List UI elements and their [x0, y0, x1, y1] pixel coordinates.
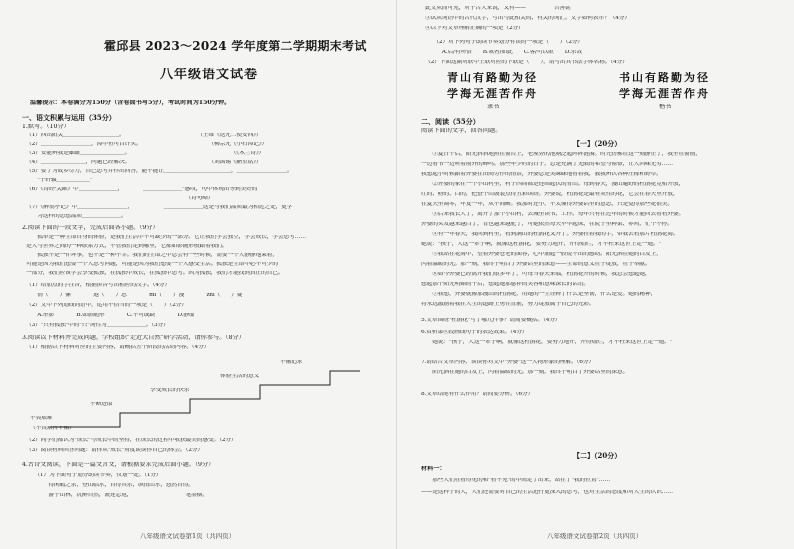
stair-label: 体验生活的意义: [220, 374, 260, 379]
q2-title: 2.阅读下面的一段文字，完成后面各小题。（9分）: [22, 225, 159, 231]
top-line: ③试从词语中的古代汉字，写出与此相关的、有关的词汇。文字如何表示？（4分）: [425, 16, 630, 21]
calligraphy-label: 隶书: [487, 104, 500, 110]
reading-line: ③后来我长大了，离开了那个小山村，去城里读书、工作。每年只有在过年的时候才能回去看看外婆。: [421, 212, 685, 217]
reading-line: ④有一年春天，我回到村里，看到满山的杜鹃花又开了。外婆拉着我的手，带我去看那片杜鹃花海。: [421, 232, 679, 237]
q3-title: 3.阅读以下材料并完成问题，学校组织"走近大自然"研学活动，请你参与。（8分）: [22, 335, 245, 341]
q1-line: 习这样的思想品质＿＿＿＿＿＿＿。: [26, 214, 127, 219]
q3-more: （2）同学们都认为"成长"与成长中的坚持，在成长的过程中收获最美的感受。（2分）: [26, 438, 237, 443]
q2-sub: （2）文中下列划线词语中，运用不恰当的一项是（ ）（2分）: [26, 303, 187, 308]
reading-line: ⑤我站在花海中，望着外婆苍老的面容，心中涌起一股说不出的感动。阳光洒在她的白发上，: [421, 252, 662, 257]
reading-question: 5.文章围绕"杜鹃花"写了哪几件事？请简要概括。（4分）: [421, 318, 561, 323]
q1-title: 1.默写。（10分）: [22, 124, 70, 130]
q1-line: "于轩辕＿＿＿＿＿＿": [26, 178, 93, 183]
q4-line: 游于山林，沉醉自然，流连忘返， 笔墨横。: [26, 493, 208, 498]
q2-sub: （1）给加点的字注音，根据拼音写出相应的汉字。（4分）: [26, 283, 170, 288]
calligraphy-sample: 书山有路勤为径: [619, 72, 710, 83]
right-page: [397, 0, 794, 549]
q1-line: （诗句略）: [26, 196, 214, 201]
q1-line: （1）西出阳关＿＿＿＿＿＿＿＿＿＿。 （王维《送元二使安西》）: [26, 133, 262, 138]
reading2-title: 【二】（20分）: [573, 452, 622, 459]
passage-line: 是人与世界之间的一种联系方式，不管我们走到哪里，它都如影随形般跟着我们。: [26, 244, 228, 249]
reading-line: 外婆的头发越来越白了，背也越来越驼了，可她依然每天早早起床，在院子里种菜、养鸡，忙个不停。: [421, 222, 673, 227]
stair-label: 不畏艰难: [30, 416, 53, 421]
q4-line: 得闲暇之余，登山临水，自得其乐，纵情山水，悠然自得。: [26, 483, 194, 488]
section2-subtitle: 阅读下面的文字，回答问题。: [421, 128, 502, 134]
calligraphy-sample: 学海无涯苦作舟: [619, 88, 710, 99]
q4-title: 4.古诗文阅读，下面是一篇文言文，请根据要求完成后面小题。（9分）: [22, 462, 215, 468]
page-footer: 八年级语文试卷第2页（共四页）: [547, 533, 643, 540]
page-footer: 八年级语文试卷第1页（共四页）: [140, 533, 236, 540]
passage-line: 一部分，我们应该学会享受孤独，在孤独中成长，在孤独中思考。因为孤独，我们才能找到真正的自己。: [26, 271, 284, 276]
exam-title: 霍邱县 2023～2024 学年度第二学期期末考试: [104, 40, 367, 52]
reading-line: 闪着温暖的光。那一刻，我终于明白了外婆话里的深意——生命的意义在于绽放，在于奉献。: [421, 262, 651, 267]
exam-notice: 温馨提示：本卷满分为150分（含卷面书写5分），考试时间为150分钟。: [30, 100, 231, 106]
reading-question: 8.文章结尾有什么作用？请简要分析。（6分）: [421, 392, 534, 397]
q3-more: （3）阅读材料回答问题：请你从"成长"角度谈谈你自己的体会。（2分）: [26, 448, 203, 453]
passage-line: 孤独不是一件坏事，也不是一种不幸。我们的生命之中总会有一些时候，需要一个人静静地呆着，: [26, 253, 278, 258]
calligraphy-sample: 青山有路勤为径: [447, 72, 538, 83]
question-line: A.后/有所悟 B.歌者/如此 C.客/可以歌 D.乐哉: [425, 50, 582, 55]
stair-left-label: （不畏艰苦不懈）: [30, 426, 75, 431]
q2-sub: （3）"只有孤独"中的"只"词性为＿＿＿＿＿＿＿。（3分）: [26, 323, 169, 328]
section1-title: 一、语文积累与运用（35分）: [22, 114, 116, 121]
stairs-diagram: [30, 355, 370, 435]
subject-title: 八年级语文试卷: [160, 68, 259, 81]
material-line: 那些人们在看得见的和"看不见"的中间走了出来，站在了"我的位置"……: [421, 478, 610, 483]
reading1-title: 【一】（20分）: [573, 140, 622, 147]
stair-label: 享受成长的快乐: [150, 388, 190, 393]
q1-line: （2）＿＿＿＿＿＿＿＿＿，潭中鱼可百许头。 （柳宗元《小石潭记》）: [26, 142, 268, 147]
reading-line: 在夏天里凋零，年复一年，从不间断。我那时还小，不太懂得外婆话里的意思，只是觉得那些花很美。: [421, 202, 673, 207]
q1-line: （3）安能辨我是雄雌＿＿＿＿＿＿＿＿。 （《木兰诗》）: [26, 151, 265, 156]
reading-question: 阳光洒在她的白发上，闪着温暖的光。那一刻，我终于明白了外婆话里的深意。: [421, 370, 629, 375]
reading-line: ①夏日午后，阳光斜斜地照在窗台上，老屋旁的池塘泛起阵阵涟漪。时光仿佛在这一刻静止了，我坐在窗前，: [421, 152, 701, 157]
reading-question: 她说："孩子，人这一辈子啊，就像这杜鹃花，要努力地开，开得灿烂，才不枉来这世上走一遭。": [421, 340, 673, 345]
calligraphy-sample: 学海无涯苦作舟: [447, 88, 538, 99]
reading-line: 想起那个阳光明媚的午后，想起她那慈祥的笑容和意味深长的话语。: [421, 282, 589, 287]
material-label: 材料一：: [421, 466, 446, 472]
q1-line: （5）要了为故乡尽力，自己思考并作出回答，能不能让＿＿＿＿＿＿＿＿＿＿＿＿，＿＿＿＿＿＿＿＿＿。: [26, 169, 293, 174]
q2-sub: 情（ ）愫 遐（ ）思 mí（ ）漫 zhì（ ）疑: [26, 293, 243, 298]
passage-line: 可能是因为我们想要一个人思考问题，可能是因为我们想要一个人感受生活。孤独是生命中必不可少的: [26, 262, 278, 267]
q1-line: （7）《醉翁亭记》中＿＿＿＿＿＿＿＿＿， ＿＿＿＿＿＿＿这是与我们品质最为相近之处，更学: [26, 205, 293, 210]
stair-label: 不懈追求: [280, 360, 303, 365]
material-line: ——是这样子的人，人们还需要对自己的生活进行更深入的思考，也对生活的态度和对人生的认识……: [421, 490, 673, 495]
reading-line: ②外婆的家在一个小山村里，村子四周都是连绵起伏的青山。每到春天，漫山遍野的杜鹃花竞相开放，: [421, 182, 685, 187]
reading-line: ⑥如今外婆已经离开我们很多年了，可每当春天来临，杜鹃花开的时候，我总会想起她，: [421, 272, 651, 277]
reading-line: 将永远激励着我在人生的道路上勇往直前，努力绽放属于自己的光彩。: [421, 302, 595, 307]
reading-question: 7.请结合文章内容，谈谈你对文中"外婆"这一人物形象的理解。（6分）: [421, 360, 594, 365]
passage-line: 孤单是一种生命自身的体验，是我们生活中不可缺少的一部分。它让我们学会独立，学会成长，学会思考……: [26, 235, 306, 240]
reading-line: 我想起小时候跟着外婆在田间劳作的情景，外婆总是笑眯眯地看着我，教我辨认各种庄稼和野草。: [421, 172, 662, 177]
reading-line: ⑦我想，外婆就像那漫山的杜鹃花，用她的一生诠释了什么是坚韧，什么是爱。她的精神，: [421, 292, 657, 297]
calligraphy-label: 楷书: [659, 104, 672, 110]
section2-title: 二、阅读（55分）: [421, 118, 480, 125]
reading-line: 一边看书一边听着窗外的蝉鸣。那些年少时的日子，总是充满了无限的希望与憧憬，让人回味无穷……: [421, 162, 673, 167]
top-line: 此文从而可见，对于古人来说，又有—— 吉善铭: [425, 6, 571, 11]
reading-line: 红的、粉的、白的，把整个山坡装点得五彩缤纷。外婆说，杜鹃花是最有灵性的花，它会在春天里开放，: [421, 192, 679, 197]
reading-question: 6.赏析第④段画线句子的表达效果。（4分）: [421, 330, 528, 335]
question-line: （2）对下列句子朗读节奏划分有误的一项是（ ）（2分）: [425, 40, 583, 45]
top-line: ④以下对文章理解正确的一项是（2分）: [425, 26, 524, 31]
q1-line: （6）《诗经·关雎》中＿＿＿＿＿＿＿， ＿＿＿＿＿＿＿"感叹，句中体现出等到美好的: [26, 187, 258, 192]
calligraphy-question: （2）下面这副对联中上联对应的下联是（ ），请写出其书法字体名称。（4分）: [425, 60, 628, 65]
stair-label: 不断进取: [90, 402, 113, 407]
q2-sub: A.形影 B.如影随形 C.不可或缺 D.静谧: [26, 313, 195, 318]
q4-line: （1）为下面句子划分朗读节奏，仅划一处。（1分）: [26, 473, 162, 478]
reading-line: 她说："孩子，人这一辈子啊，就像这杜鹃花，要努力地开，开得灿烂，才不枉来这世上走一遭。": [421, 242, 662, 247]
q3-sub: （1）根据以下材料对应的主要内容，请概括五个阶段的活动内容。（4分）: [26, 345, 210, 350]
q1-line: （4）＿＿＿＿＿＿＿＿，问题已经解决。 （刘禹锡《陋室铭》）: [26, 160, 262, 165]
